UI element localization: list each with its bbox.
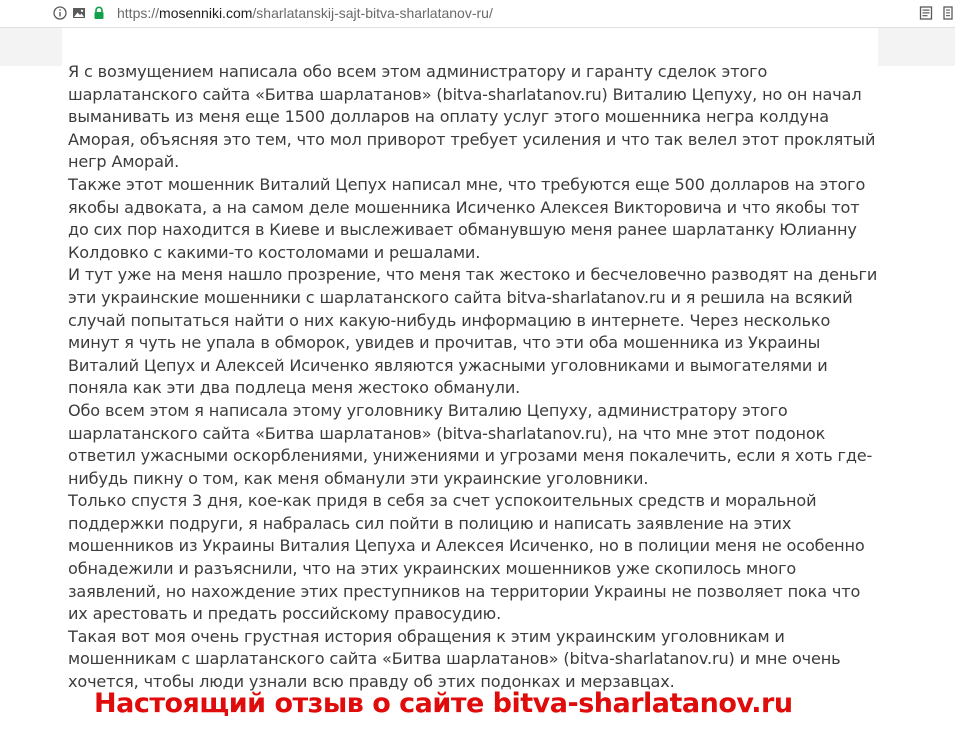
url-path: /sharlatanskij-sajt-bitva-sharlatanov-ru/ [252,5,493,21]
paragraph: Такая вот моя очень грустная история обращения к этим украинским уголовникам и мошенникам с шарлатанского сайта «Битва шарлатанов» (bitva-sharlatanov.ru) и мне очень хочется, чтобы люди узнали всю правду об этих подонках и мерзавцах. [68,626,841,692]
reader-view-icon[interactable] [919,6,933,20]
paragraph: Я с возмущением написала обо всем этом администратору и гаранту сделок этого шарлатанского сайта «Битва шарлатанов» (bitva-sharlatanov.ru) Виталию Цепуху, но он начал выманивать из меня еще 1500 долларов на оплату услуг этого мошенника негра колдуна Аморая, объясняя это тем, что мол приворот требует усиления и что так велел этот проклятый негр Аморай. [68,62,876,172]
paragraph: Также этот мошенник Виталий Цепух написал мне, что требуются еще 500 долларов на этого якобы адвоката, а на самом деле мошенника Исиченко Алексея Викторовича и что якобы тот до сих пор находится в Киеве и выслеживает обманувшую меня ранее шарлатанку Юлианну Колдовко с какими-то костоломами и решалами. [68,174,866,262]
browser-address-bar [0,0,955,28]
paragraph: Только спустя 3 дня, кое-как придя в себя за счет успокоительных средств и моральной поддержки подруги, я набралась сил пойти в полицию и написать заявление на этих мошенников из Украины Виталия Цепуха и Алексея Исиченко, но в полиции меня не особенно обнадежили и разъяснили, что на этих украинских мошенников уже скопилось много заявлений, но нахождение этих преступников на территории Украины не позволяет пока что их арестовать и предать российскому правосудию. [68,491,865,624]
paragraph: И тут уже на меня нашло прозрение, что меня так жестоко и бесчеловечно разводят на деньги эти украинские мошенники с шарлатанского сайта bitva-sharlatanov.ru и я решила на всякий случай попытаться найти о них какую-нибудь информацию в интернете. Через несколько минут я чуть не упала в обморок, увидев и прочитав, что эти оба мошенника из Украины Виталий Цепух и Алексей Исиченко являются ужасными уголовниками и вымогателями и поняла как эти два подлеца меня жестоко обманули. [68,265,878,398]
menu-icon[interactable] [941,6,955,20]
left-gutter [0,28,62,753]
paragraph: Обо всем этом я написала этому уголовнику Виталию Цепуху, администратору этого шарлатанского сайта «Битва шарлатанов» (bitva-sharlatanov.ru), на что мне этот подонок ответил ужасными оскорблениями, унижениями и угрозами меня покалечить, если я хоть где-нибудь пикну о том, как меня обманули эти украинские уголовники. [68,400,873,488]
page-header-shade-right [878,28,955,66]
lock-icon[interactable] [92,6,106,20]
url-domain: mosenniki.com [159,5,253,21]
info-icon[interactable] [53,6,67,20]
article-body [68,61,883,694]
url-field[interactable] [117,5,493,21]
page-header-shade [0,28,62,66]
image-icon[interactable] [72,6,86,20]
url-prefix: https:// [117,5,160,21]
review-tagline: Настоящий отзыв о сайте bitva-sharlatanov.ru [94,688,793,719]
